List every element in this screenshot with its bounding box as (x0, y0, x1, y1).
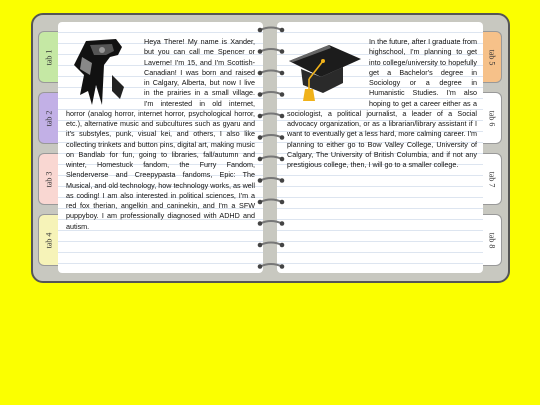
binder-ring (258, 243, 285, 248)
right-page (277, 22, 483, 273)
tab-2[interactable] (38, 92, 58, 144)
tab-8[interactable] (482, 214, 502, 266)
tab-label: tab 6 (487, 110, 496, 126)
binder-rings (256, 25, 286, 275)
gothic-figure-icon (66, 35, 138, 107)
left-page-content (58, 22, 263, 232)
right-page-text: In the future, after I graduate from highschool, I'm planning to get into college/university to hopefully get a Bachelor's degree in Sociology or a degree in Humanistic Studies. I'm also hoping to get a career either as a sociologist, a political journalist, a leader of a Social advocacy organization, or as a librarian/library assistant if I want to eventually get a less hard, more calming career. I'm planning to either go to Bow Valley College, University of Calgary, The University of British Columbia, and if not any prestigious college, then, I will go to a smaller college. (287, 37, 477, 169)
tab-7[interactable] (482, 153, 502, 205)
binder-ring (258, 49, 285, 54)
binder-ring (258, 114, 285, 119)
graduation-cap-icon (287, 35, 363, 103)
tab-4[interactable] (38, 214, 58, 266)
binder-ring (258, 92, 285, 97)
binder-ring (258, 28, 285, 33)
tab-label: tab 3 (44, 171, 53, 187)
binder-ring (258, 178, 285, 183)
binder-ring (258, 71, 285, 76)
tab-label: tab 1 (44, 49, 53, 65)
tab-label: tab 8 (487, 232, 496, 248)
tab-label: tab 4 (44, 232, 53, 248)
tab-3[interactable] (38, 153, 58, 205)
right-page-content (277, 22, 483, 170)
tab-label: tab 7 (487, 171, 496, 187)
binder-ring (258, 264, 285, 269)
tab-label: tab 2 (44, 110, 53, 126)
binder-ring (258, 157, 285, 162)
left-page (58, 22, 263, 273)
binder-ring (258, 135, 285, 140)
left-page-text: Heya There! My name is Xander, but you can call me Spencer or Laverne! I'm 15, and I'm Scottish-Canadian! I was born and raised in Calgary, Alberta, but now I live in the prairies in a small village. I'm interested in old internet, horror (analog horror, internet horror, psychological horror, etc.), alternative music and subcultures such as gyaru and it's substyles, punk, visual kei, and others, I also like collecting trinkets and button pins, digital art, making music on Bandlab for fun, going to libraries, fall/autumn and winter, Homestuck fandom, the Furry Fandom, Slenderverse and Creepypasta fandoms, Epic: The Musical, and old technology, how technology works, as well as coding! I am also interested in political sciences, I'm a red fox therian, angelkin and caninekin, and I'm a SFW puppyboy. I am professionally diagnosed with ADHD and autism. (66, 37, 255, 231)
binder-ring (258, 221, 285, 226)
binder-ring (258, 200, 285, 205)
tab-label: tab 5 (487, 49, 496, 65)
tab-5[interactable] (482, 31, 502, 83)
tab-6[interactable] (482, 92, 502, 144)
tab-1[interactable] (38, 31, 58, 83)
